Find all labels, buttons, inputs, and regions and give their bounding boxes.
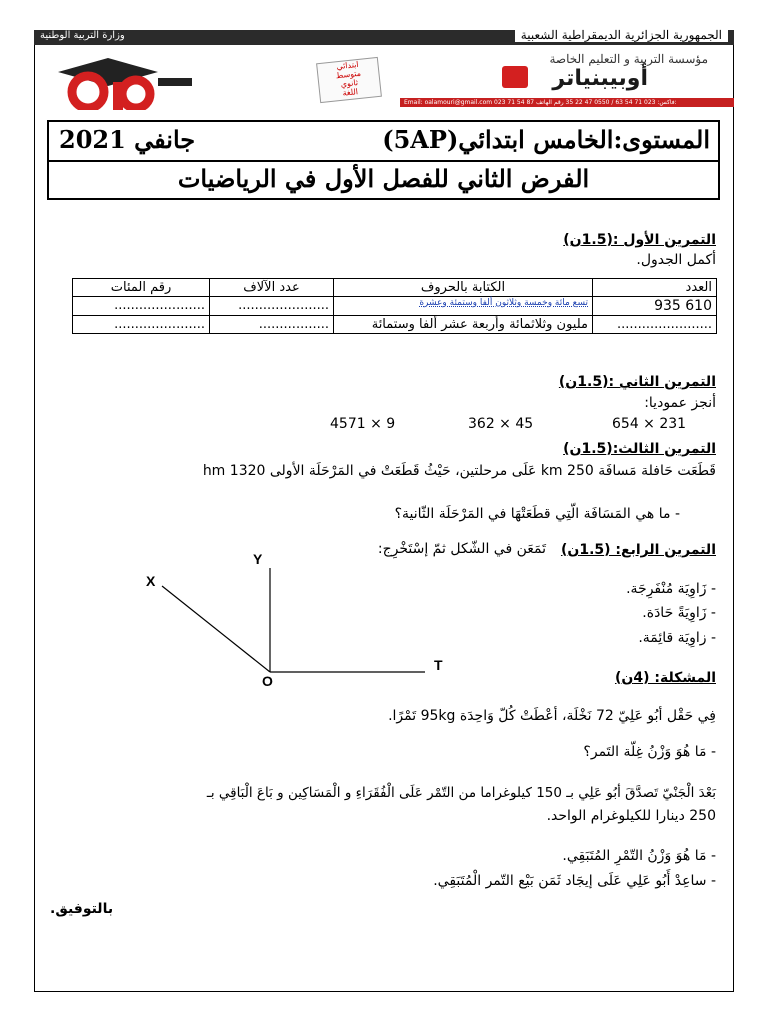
problem-text: 250 دينارا للكيلوغرام الواحد. xyxy=(546,808,716,824)
angle-figure xyxy=(140,548,450,688)
contact-strip: Email: oalamouri@gmail.com 023 71 54 87 فاكس: 023 71 54 63 / 0550 47 22 35 رقم الهاتف: xyxy=(400,98,734,107)
ex2-heading: التمرين الثاني :(1.5ن) xyxy=(558,374,716,390)
ex1-heading: التمرين الأول :(1.5ن) xyxy=(563,232,716,248)
ex4-instruction: تَمَعَن في الشّكل ثمّ إسْتَخْرِج: xyxy=(377,541,546,557)
ex3-text: قَطَعَت حَافلة مَسافَة 250 km عَلَى مرحلتين، حَيْثُ قَطَعَتْ في المَرْحَلَة الأولى 1320 hm xyxy=(202,463,716,479)
problem-question: - مَا هُوَ وَزْنُ غِلّة التَمر؟ xyxy=(583,744,716,760)
table-cell[interactable]: ...................... xyxy=(73,316,210,334)
table-cell[interactable]: ....................... xyxy=(593,316,717,334)
col-words: الكتابة بالحروف xyxy=(334,279,593,297)
problem-text: بَعْدَ الْجَنْيّ تَصدَّقَ أبُو عَلِي بـ 150 كيلوغراما من التّمْر عَلَى الْفُقَرَاءِ و الْمَسَاكِين و بَاعَ الْبَاقِي بـ xyxy=(206,785,716,801)
numbers-table xyxy=(72,278,717,334)
title-row xyxy=(49,122,718,162)
ex3-heading: التمرين الثالث:(1.5ن) xyxy=(563,441,716,457)
school-name: مؤسسة التربية و التعليم الخاصة xyxy=(549,52,708,66)
problem-heading: المشكلة: (4ن) xyxy=(614,670,716,686)
problem-question: - ساعِدْ أَبُو عَلِي عَلَى إيجَاد ثَمَن بَيْع التّمر الْمُتَبَقِي. xyxy=(433,873,716,889)
closing-text: بالتوفيق. xyxy=(50,901,114,917)
title-box xyxy=(47,120,720,200)
table-cell: 935 610 xyxy=(593,297,717,316)
problem-question: - مَا هُوَ وَزْنُ التّمْرِ المُتَبَقِي. xyxy=(562,848,716,864)
table-cell[interactable]: ...................... xyxy=(73,297,210,316)
ex4-heading: التمرين الرابع: (1.5ن) xyxy=(560,542,716,558)
ex1-instruction: أكمل الجدول. xyxy=(636,252,716,268)
col-number: العدد xyxy=(593,279,717,297)
ex3-question: - ما هي المَسَافَة الّتِي قطَعَتْهَا في المَرْحَلَة الثّانية؟ xyxy=(394,506,680,522)
operation: 654 × 231 xyxy=(612,416,687,432)
table-row xyxy=(73,316,717,334)
table-row xyxy=(73,297,717,316)
table-header-row xyxy=(73,279,717,297)
label-x: X xyxy=(146,573,156,589)
ex4-item: - زاوِيَة قائِمَة. xyxy=(638,630,716,646)
col-thousands: عدد الآلاف xyxy=(210,279,334,297)
problem-text: فِي حَقْل أبُو عَلِيّ 72 نَخْلَة، أعْطَتْ كُلّ وَاحِدَة 95kg تَمْرًا. xyxy=(388,708,716,724)
operation: 362 × 45 xyxy=(468,416,534,432)
brand-accent xyxy=(502,66,528,88)
level-label: المستوى:الخامس ابتدائي(5AP) xyxy=(382,125,710,154)
label-t: T xyxy=(434,657,443,673)
label-o: O xyxy=(262,673,273,688)
table-cell[interactable]: ...................... xyxy=(210,297,334,316)
table-cell: مليون وثلاثمائة وأربعة عشر ألفا وستمائة xyxy=(334,316,593,334)
ex4-item: - زَاوِيَة مُنْفَرِجَة. xyxy=(626,581,716,597)
ministry-name: وزارة التربية الوطنية xyxy=(40,30,125,41)
ray-ox xyxy=(162,586,270,672)
levels-badge: ابتدائي متوسط ثانوي اللغة xyxy=(316,57,382,103)
table-cell[interactable]: ................. xyxy=(210,316,334,334)
col-hundreds-digit: رقم المئات xyxy=(73,279,210,297)
date-label: جانفي 2021 xyxy=(59,125,196,154)
table-cell: تسع مائة وخمسة وثلاثون ألفا وستمئة وعشرة xyxy=(334,297,593,316)
operation: 4571 × 9 xyxy=(330,416,396,432)
ex4-item: - زَاوِيَةً حَادَة. xyxy=(642,605,716,621)
label-y: Y xyxy=(253,551,263,567)
ex2-instruction: أنجز عموديا: xyxy=(644,395,716,411)
exam-title: الفرض الثاني للفصل الأول في الرياضيات xyxy=(177,164,590,193)
republic-title: الجمهورية الجزائرية الديمقراطية الشعبية xyxy=(515,28,728,42)
school-logo xyxy=(48,52,198,110)
brand-name: أوبيبنياتر xyxy=(552,66,648,91)
